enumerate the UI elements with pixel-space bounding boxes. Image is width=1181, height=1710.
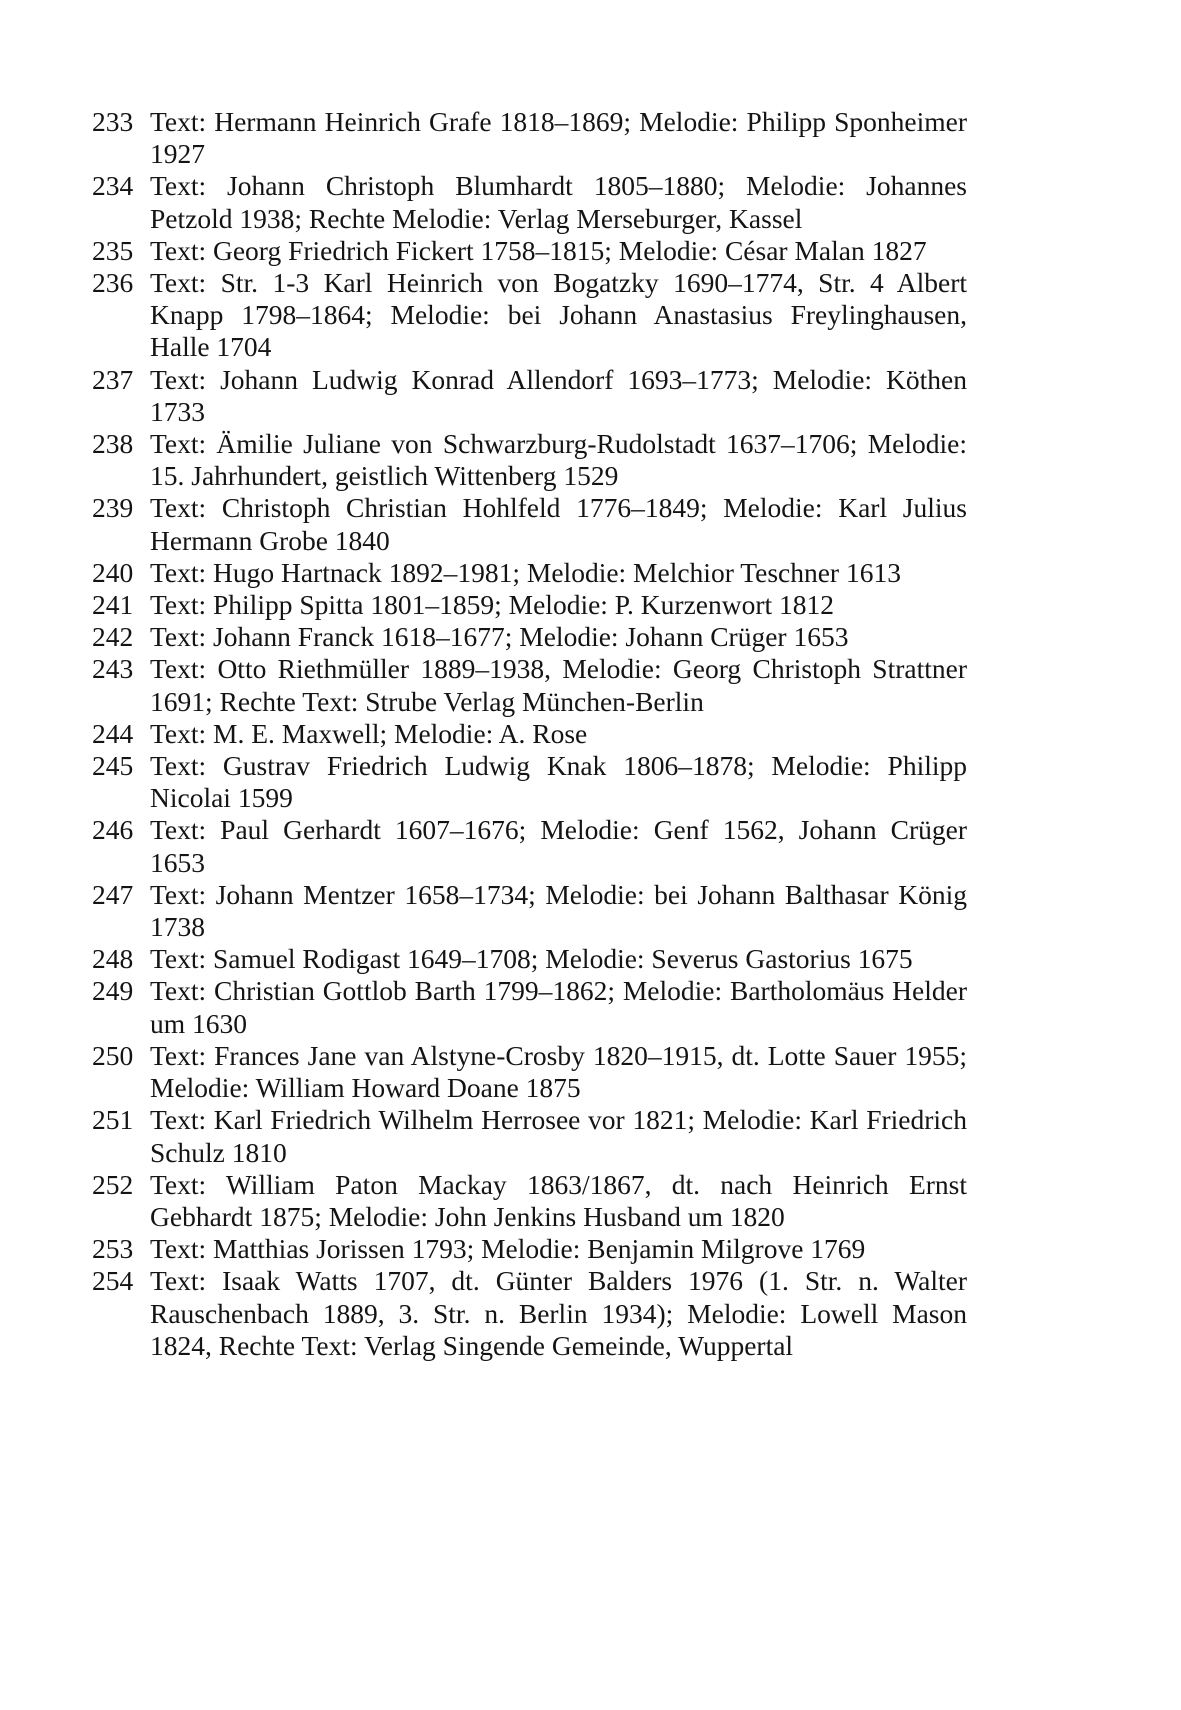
- credit-entry: [92, 975, 967, 1039]
- credit-entry: [92, 235, 967, 267]
- song-number: 251: [92, 1104, 134, 1136]
- credit-entry: [92, 106, 967, 170]
- credit-entry: [92, 879, 967, 943]
- credit-entry: [92, 621, 967, 653]
- credit-entry: [92, 653, 967, 717]
- song-number: 253: [92, 1233, 134, 1265]
- credit-text: Text: Isaak Watts 1707, dt. Günter Balders 1976 (1. Str. n. Walter Rauschenbach 1889, 3. Str. n. Berlin 1934); Melodie: Lowell Mason 1824, Rechte Text: Verlag Singende Gemeinde, Wuppertal: [150, 1265, 967, 1361]
- credit-text: Text: Str. 1-3 Karl Heinrich von Bogatzky 1690–1774, Str. 4 Albert Knapp 1798–1864; Melodie: bei Johann Anastasius Freylinghausen, Halle 1704: [150, 267, 967, 363]
- song-number: 249: [92, 975, 134, 1007]
- song-number: 233: [92, 106, 134, 137]
- credit-text: Text: Ämilie Juliane von Schwarzburg-Rudolstadt 1637–1706; Melodie: 15. Jahrhundert, geistlich Wittenberg 1529: [150, 428, 967, 492]
- credit-text: Text: William Paton Mackay 1863/1867, dt. nach Heinrich Ernst Gebhardt 1875; Melodie: John Jenkins Husband um 1820: [150, 1168, 967, 1232]
- song-number: 248: [92, 943, 134, 975]
- credit-entry: [92, 428, 967, 492]
- song-number: 252: [92, 1168, 134, 1200]
- song-number: 245: [92, 750, 134, 782]
- song-number: 235: [92, 234, 134, 266]
- credit-text: Text: Christoph Christian Hohlfeld 1776–1849; Melodie: Karl Julius Hermann Grobe 1840: [150, 492, 967, 556]
- credit-text: Text: M. E. Maxwell; Melodie: A. Rose: [150, 717, 588, 749]
- credit-text: Text: Gustrav Friedrich Ludwig Knak 1806–1878; Melodie: Philipp Nicolai 1599: [150, 750, 967, 814]
- credit-text: Text: Samuel Rodigast 1649–1708; Melodie: Severus Gastorius 1675: [150, 943, 913, 975]
- credit-text: Text: Georg Friedrich Fickert 1758–1815; Melodie: César Malan 1827: [150, 234, 927, 266]
- credit-entry: [92, 943, 967, 975]
- credit-entry: [92, 170, 967, 234]
- credit-entry: [92, 267, 967, 364]
- song-number: 250: [92, 1039, 134, 1071]
- song-number: 246: [92, 814, 134, 846]
- credit-entry: [92, 814, 967, 878]
- song-number: 238: [92, 428, 134, 460]
- song-number: 243: [92, 653, 134, 685]
- credit-entry: [92, 492, 967, 556]
- credit-text: Text: Karl Friedrich Wilhelm Herrosee vor 1821; Melodie: Karl Friedrich Schulz 1810: [150, 1104, 967, 1168]
- credit-text: Text: Christian Gottlob Barth 1799–1862; Melodie: Bartholomäus Helder um 1630: [150, 975, 967, 1039]
- song-number: 240: [92, 556, 134, 588]
- song-number: 242: [92, 621, 134, 653]
- credit-text: Text: Frances Jane van Alstyne-Crosby 1820–1915, dt. Lotte Sauer 1955; Melodie: William Howard Doane 1875: [150, 1039, 967, 1104]
- credit-entry: [92, 750, 967, 814]
- credit-text: Text: Johann Franck 1618–1677; Melodie: Johann Crüger 1653: [150, 621, 849, 653]
- song-number: 236: [92, 267, 134, 299]
- song-number: 254: [92, 1265, 134, 1297]
- song-number: 247: [92, 878, 134, 910]
- song-number: 237: [92, 363, 134, 395]
- song-credits-list: [92, 106, 967, 1362]
- song-number: 244: [92, 717, 134, 749]
- credit-text: Text: Johann Ludwig Konrad Allendorf 1693–1773; Melodie: Köthen 1733: [150, 363, 967, 427]
- credit-entry: [92, 1040, 967, 1104]
- credit-entry: [92, 364, 967, 428]
- song-number: 241: [92, 589, 134, 621]
- credit-text: Text: Otto Riethmüller 1889–1938, Melodie: Georg Christoph Strattner 1691; Rechte Text: Strube Verlag München-Berlin: [150, 653, 967, 717]
- credit-text: Text: Philipp Spitta 1801–1859; Melodie: P. Kurzenwort 1812: [150, 589, 835, 621]
- credit-entry: [92, 589, 967, 621]
- song-number: 239: [92, 492, 134, 524]
- credit-entry: [92, 557, 967, 589]
- song-number: 234: [92, 170, 134, 202]
- credit-text: Text: Hugo Hartnack 1892–1981; Melodie: Melchior Teschner 1613: [150, 556, 901, 588]
- credit-text: Text: Hermann Heinrich Grafe 1818–1869; Melodie: Philipp Sponheimer 1927: [150, 106, 967, 170]
- credit-text: Text: Matthias Jorissen 1793; Melodie: Benjamin Milgrove 1769: [150, 1233, 866, 1265]
- credit-text: Text: Johann Mentzer 1658–1734; Melodie: bei Johann Balthasar König 1738: [150, 878, 967, 943]
- credit-entry: [92, 1169, 967, 1233]
- credit-entry: [92, 1104, 967, 1168]
- credit-entry: [92, 1233, 967, 1265]
- credit-text: Text: Paul Gerhardt 1607–1676; Melodie: Genf 1562, Johann Crüger 1653: [150, 814, 967, 878]
- credit-entry: [92, 1265, 967, 1362]
- credit-entry: [92, 718, 967, 750]
- credit-text: Text: Johann Christoph Blumhardt 1805–1880; Melodie: Johannes Petzold 1938; Rechte Melodie: Verlag Merseburger, Kassel: [150, 170, 967, 234]
